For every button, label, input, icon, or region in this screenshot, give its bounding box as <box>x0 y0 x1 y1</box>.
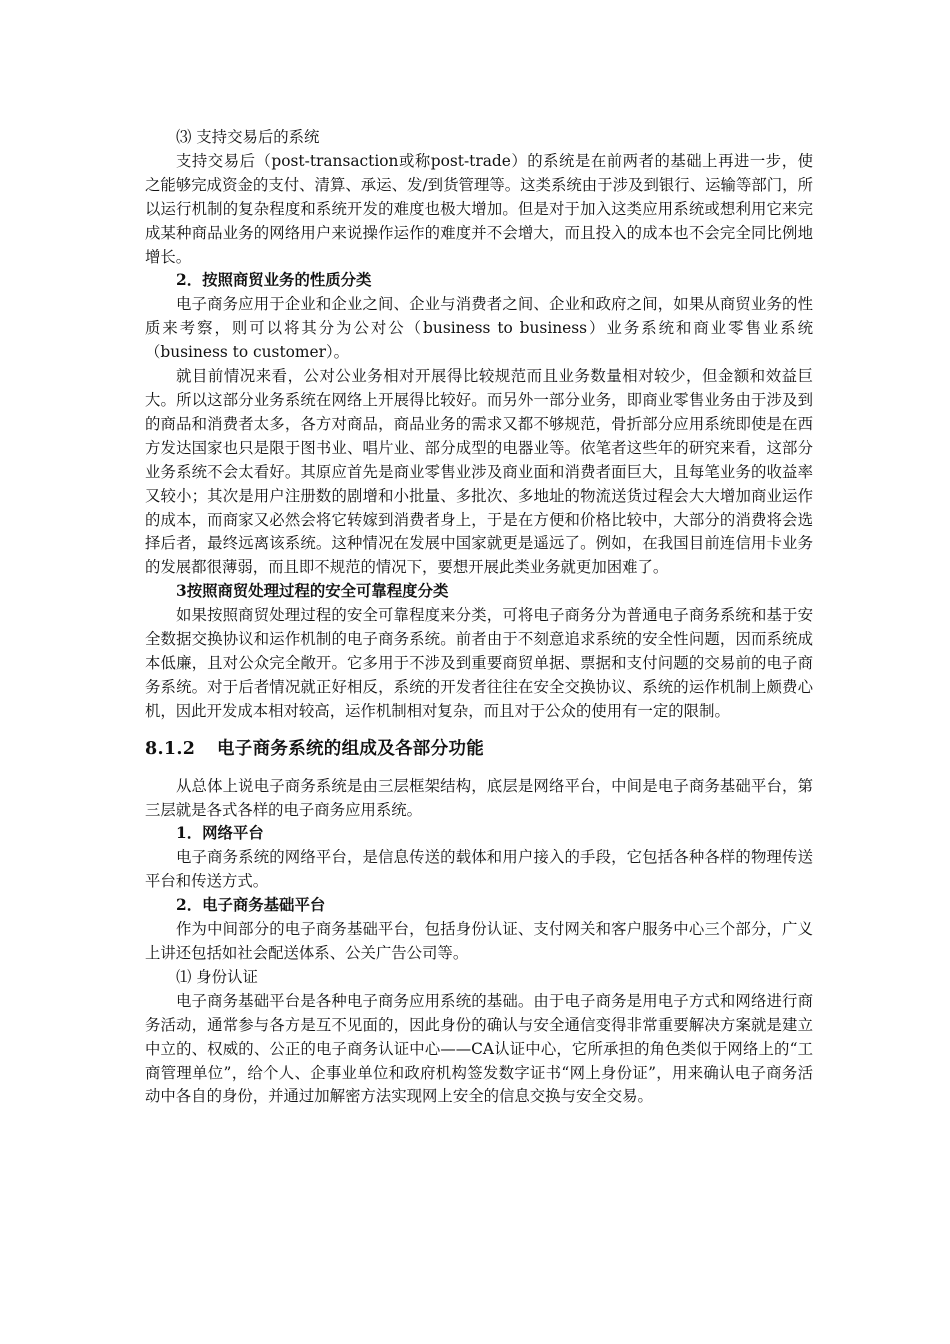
section-title: 电子商务系统的组成及各部分功能 <box>217 738 484 759</box>
paragraph-b2b-b2c: 电子商务应用于企业和企业之间、企业与消费者之间、企业和政府之间，如果从商贸业务的性质来考察，则可以将其分为公对公（business to business）业务系统和商业零售业系统（business to customer）。 <box>145 295 813 362</box>
heading-base-platform: 2．电子商务基础平台 <box>176 896 326 915</box>
subsection-title-identity: ⑴ 身份认证 <box>176 967 258 986</box>
heading-by-business-nature: 2．按照商贸业务的性质分类 <box>176 271 372 290</box>
paragraph-security: 如果按照商贸处理过程的安全可靠程度来分类，可将电子商务分为普通电子商务系统和基于安全数据交换协议和运作机制的电子商务系统。前者由于不刻意追求系统的安全性问题，因而系统成本低廉，且对公众完全敞开。它多用于不涉及到重要商贸单据、票据和支付问题的交易前的电子商务系统。对于后者情况就正好相反，系统的开发者往往在安全交换协议、系统的运作机制上颇费心机，因此开发成本相对较高，运作机制相对复杂，而且对于公众的使用有一定的限制。 <box>145 606 813 720</box>
paragraph-identity: 电子商务基础平台是各种电子商务应用系统的基础。由于电子商务是用电子方式和网络进行商务活动，通常参与各方是互不见面的，因此身份的确认与安全通信变得非常重要解决方案就是建立中立的、权威的、公正的电子商务认证中心——CA认证中心，它所承担的角色类似于网络上的“工商管理单位”，给个人、企事业单位和政府机构签发数字证书“网上身份证”，用来确认电子商务活动中各自的身份，并通过加解密方法实现网上安全的信息交换与安全交易。 <box>145 991 813 1106</box>
section-heading-8-1-2 <box>145 735 813 763</box>
paragraph-post-trade: 支持交易后（post-transaction或称post-trade）的系统是在前两者的基础上再进一步，使之能够完成资金的支付、清算、承运、发/到货管理等。这类系统由于涉及到银行、运输等部门，所以运行机制的复杂程度和系统开发的难度也极大增加。但是对于加入这类应用系统或想利用它来完成某种商品业务的网络用户来说操作运作的难度并不会增大，而且投入的成本也不会完全同比例地增长。 <box>145 151 813 266</box>
document-page <box>145 126 813 1109</box>
paragraph-three-layers: 从总体上说电子商务系统是由三层框架结构，底层是网络平台，中间是电子商务基础平台，第三层就是各式各样的电子商务应用系统。 <box>145 776 813 819</box>
heading-by-security: 3按照商贸处理过程的安全可靠程度分类 <box>176 582 449 601</box>
subsection-title-post-trade: ⑶ 支持交易后的系统 <box>176 128 320 146</box>
paragraph-current-situation: 就目前情况来看，公对公业务相对开展得比较规范而且业务数量相对较少，但金额和效益巨大。所以这部分业务系统在网络上开展得比较好。而另外一部分业务，即商业零售业务由于涉及到的商品和消费者太多，各方对商品，商品业务的需求又都不够规范，骨折部分应用系统即使是在西方发达国家也只是限于图书业、唱片业、部分成型的电器业等。依笔者这些年的研究来看，这部分业务系统不会太看好。其原应首先是商业零售业涉及商业面和消费者面巨大，且每笔业务的收益率又较小；其次是用户注册数的剧增和小批量、多批次、多地址的物流送货过程会大大增加商业运作的成本，而商家又必然会将它转嫁到消费者身上，于是在方便和价格比较中，大部分的消费将会选择后者，最终远离该系统。这种情况在发展中国家就更是遥远了。例如，在我国目前连信用卡业务的发展都很薄弱，而且即不规范的情况下，要想开展此类业务就更加困难了。 <box>145 367 813 577</box>
paragraph-base-platform: 作为中间部分的电子商务基础平台，包括身份认证、支付网关和客户服务中心三个部分，广义上讲还包括如社会配送体系、公关广告公司等。 <box>145 920 813 962</box>
section-number: 8.1.2 <box>145 738 196 759</box>
heading-network-platform: 1．网络平台 <box>176 824 264 843</box>
paragraph-network-platform: 电子商务系统的网络平台，是信息传送的载体和用户接入的手段，它包括各种各样的物理传送平台和传送方式。 <box>145 848 813 891</box>
